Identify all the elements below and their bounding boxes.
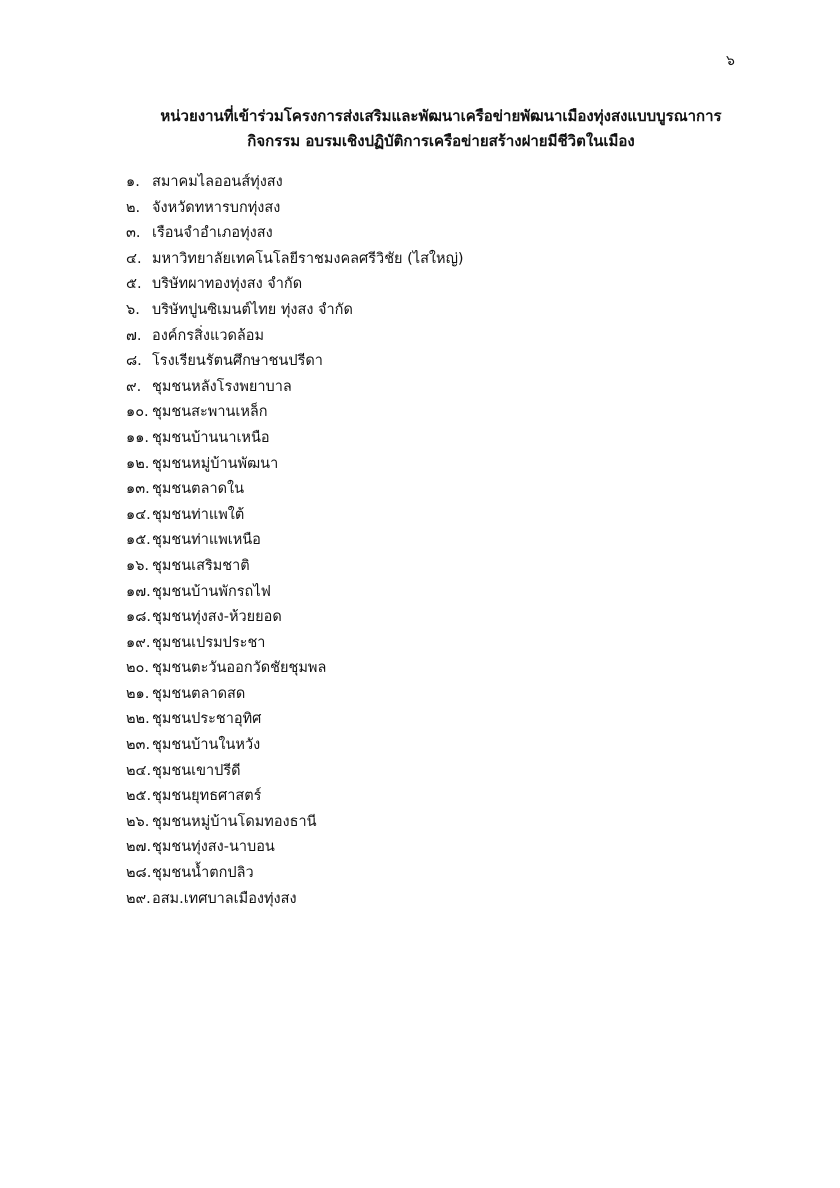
list-item-text: ชุมชนเปรมประชา: [152, 634, 266, 651]
list-item-text: ชุมชนท่าแพเหนือ: [152, 532, 261, 549]
list-item-number: ๒๐.: [126, 660, 150, 677]
list-item: [126, 784, 766, 810]
title-line-2: กิจกรรม อบรมเชิงปฏิบัติการเครือข่ายสร้างฝายมีชีวิตในเมือง: [247, 132, 635, 150]
list-item: [126, 759, 766, 785]
list-item-text: ชุมชนบ้านในหวัง: [152, 737, 261, 754]
list-item-text: ชุมชนท่าแพใต้: [152, 506, 245, 523]
list-item-text: ชุมชนหมู่บ้านโดมทองธานี: [152, 813, 317, 830]
list-item-text: ชุมชนหมู่บ้านพัฒนา: [152, 455, 279, 472]
document-title: [0, 104, 840, 154]
list-item: [126, 682, 766, 708]
list-item-number: ๑.: [126, 174, 140, 190]
list-item: [126, 400, 766, 426]
list-item-number: ๒๙.: [126, 890, 151, 907]
list-item: [126, 452, 766, 478]
list-item: [126, 554, 766, 580]
list-item-number: ๕.: [126, 276, 142, 293]
list-item-text: ชุมชนตลาดใน: [152, 481, 245, 498]
list-item-text: องค์กรสิ่งแวดล้อม: [152, 327, 265, 344]
list-item-text: ชุมชนประชาอุทิศ: [152, 711, 262, 728]
list-item-number: ๑๕.: [126, 532, 151, 549]
list-item-text: โรงเรียนรัตนศึกษาชนปรีดา: [152, 353, 323, 370]
list-item-text: ชุมชนยุทธศาสตร์: [152, 788, 262, 805]
page-number: ๖: [726, 53, 735, 69]
list-item-number: ๘.: [126, 353, 142, 370]
list-item-number: ๑๗.: [126, 583, 151, 600]
list-item-number: ๗.: [126, 327, 142, 344]
list-item: [126, 528, 766, 554]
list-item: [126, 349, 766, 375]
list-item: [126, 272, 766, 298]
list-item-text: จังหวัดทหารบกทุ่งสง: [152, 199, 281, 216]
list-item-number: ๒๔.: [126, 762, 152, 779]
list-item-number: ๑๖.: [126, 557, 150, 574]
list-item: [126, 170, 766, 196]
list-item-number: ๒๒.: [126, 711, 150, 728]
list-item-number: ๒.: [126, 199, 141, 216]
list-item-number: ๒๓.: [126, 737, 151, 754]
list-item: [126, 247, 766, 273]
list-item-text: ชุมชนเขาปรีดี: [152, 762, 241, 779]
list-item: [126, 656, 766, 682]
list-item: [126, 861, 766, 887]
list-item-number: ๑๔.: [126, 506, 151, 523]
list-item-number: ๔.: [126, 250, 142, 267]
list-item-number: ๓.: [126, 225, 141, 242]
list-item-text: ชุมชนหลังโรงพยาบาล: [152, 378, 292, 395]
list-item-number: ๒๖.: [126, 813, 150, 830]
list-item-number: ๑๒.: [126, 455, 150, 472]
list-item: [126, 835, 766, 861]
list-item: [126, 426, 766, 452]
list-item: [126, 196, 766, 222]
list-item: [126, 631, 766, 657]
list-item-text: ชุมชนตะวันออกวัดชัยชุมพล: [152, 660, 327, 677]
list-item-number: ๑๙.: [126, 634, 151, 651]
list-item-text: มหาวิทยาลัยเทคโนโลยีราชมงคลศรีวิชัย (ไสใหญ่): [152, 250, 464, 267]
participant-list: [126, 170, 766, 912]
list-item-number: ๒๕.: [126, 788, 152, 805]
list-item-text: ชุมชนทุ่งสง-นาบอน: [152, 839, 275, 856]
list-item: [126, 733, 766, 759]
list-item-text: ชุมชนทุ่งสง-ห้วยยอด: [152, 609, 282, 626]
list-item-text: บริษัทปูนซิเมนต์ไทย ทุ่งสง จำกัด: [152, 301, 353, 318]
list-item-number: ๑๓.: [126, 481, 150, 498]
list-item-text: ชุมชนบ้านพักรถไฟ: [152, 583, 271, 600]
list-item: [126, 221, 766, 247]
list-item-text: สมาคมไลออนส์ทุ่งสง: [152, 174, 283, 190]
list-item-number: ๑๘.: [126, 609, 151, 626]
list-item: [126, 580, 766, 606]
list-item: [126, 605, 766, 631]
list-item-text: ชุมชนสะพานเหล็ก: [152, 404, 268, 421]
list-item-text: ชุมชนตลาดสด: [152, 685, 246, 702]
list-item: [126, 324, 766, 350]
list-item-text: ชุมชนเสริมชาติ: [152, 557, 250, 574]
list-item: [126, 477, 766, 503]
list-item: [126, 707, 766, 733]
list-item-number: ๖.: [126, 301, 140, 318]
list-item-text: ชุมชนบ้านนาเหนือ: [152, 429, 270, 446]
list-item-number: ๒๑.: [126, 685, 150, 702]
list-item-number: ๙.: [126, 378, 142, 395]
list-item: [126, 810, 766, 836]
list-item-number: ๒๘.: [126, 865, 152, 882]
list-item-number: ๑๑.: [126, 429, 150, 446]
list-item: [126, 503, 766, 529]
list-item-number: ๒๗.: [126, 839, 152, 856]
list-item-text: บริษัทผาทองทุ่งสง จำกัด: [152, 276, 303, 293]
list-item-text: อสม.เทศบาลเมืองทุ่งสง: [152, 890, 297, 907]
title-line-1: หน่วยงานที่เข้าร่วมโครงการส่งเสริมและพัฒนาเครือข่ายพัฒนาเมืองทุ่งสงแบบบูรณาการ: [160, 107, 722, 125]
list-item-number: ๑๐.: [126, 404, 149, 421]
list-item: [126, 298, 766, 324]
list-item-text: ชุมชนน้ำตกปลิว: [152, 865, 254, 882]
list-item: [126, 375, 766, 401]
list-item: [126, 887, 766, 913]
list-item-text: เรือนจำอำเภอทุ่งสง: [152, 225, 273, 242]
